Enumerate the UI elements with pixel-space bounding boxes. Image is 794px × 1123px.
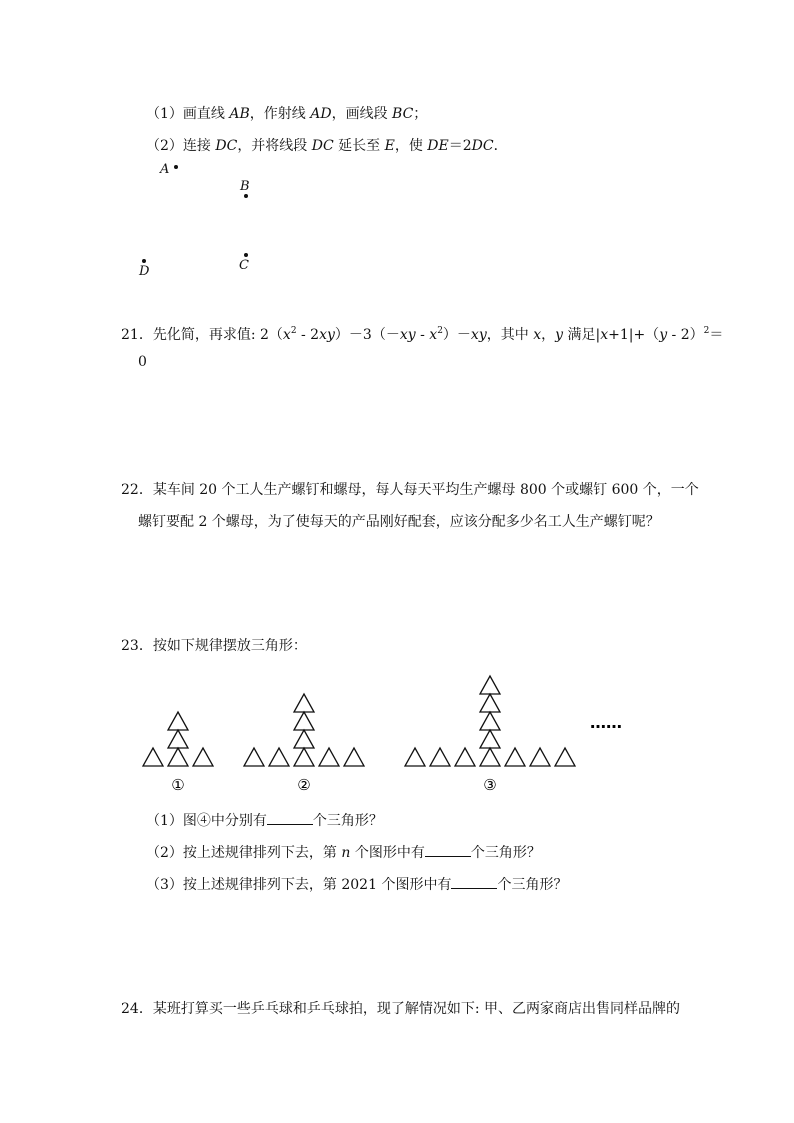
q24-line1: 24．某班打算买一些乒乓球和乒乓球拍，现了解情况如下: 甲、乙两家商店出售同样品牌的 <box>121 1001 680 1017</box>
triangle-base <box>480 748 500 766</box>
triangle-stack <box>294 730 314 748</box>
point-a-dot <box>174 165 178 169</box>
triangle-stack <box>168 712 188 730</box>
ellipsis: …… <box>590 713 622 732</box>
point-a-label: A <box>160 162 170 177</box>
triangle-stack <box>480 730 500 748</box>
triangle-base <box>555 748 575 766</box>
figure-3 <box>405 676 575 766</box>
answer-blank-1[interactable] <box>267 810 313 825</box>
figure-2-label: ② <box>297 776 311 794</box>
triangle-base <box>168 748 188 766</box>
triangle-base <box>344 748 364 766</box>
figure-1 <box>143 712 213 766</box>
answer-blank-2[interactable] <box>425 842 471 857</box>
triangle-base <box>269 748 289 766</box>
point-b-label: B <box>240 179 250 194</box>
triangle-base <box>505 748 525 766</box>
triangle-stack <box>480 694 500 712</box>
q23-part2: （2）按上述规律排列下去，第 n 个图形中有 个三角形？ <box>146 842 541 862</box>
point-b-dot <box>244 194 248 198</box>
q22-line2: 螺钉要配 2 个螺母，为了使每天的产品刚好配套，应该分配多少名工人生产螺钉呢？ <box>138 514 660 530</box>
q20-part1: （1）画直线 AB，作射线 AD，画线段 BC； <box>146 106 428 122</box>
triangle-base <box>405 748 425 766</box>
q20-part2: （2）连接 DC，并将线段 DC 延长至 E，使 DE＝2DC． <box>146 138 508 154</box>
point-d-dot <box>142 259 146 263</box>
triangle-base <box>294 748 314 766</box>
triangle-base <box>430 748 450 766</box>
triangle-stack <box>294 712 314 730</box>
q23-part3: （3）按上述规律排列下去，第 2021 个图形中有 个三角形？ <box>146 874 567 894</box>
triangle-base <box>455 748 475 766</box>
triangle-stack <box>480 676 500 694</box>
triangle-base <box>193 748 213 766</box>
triangle-stack <box>480 712 500 730</box>
q22-line1: 22．某车间 20 个工人生产螺钉和螺母，每人每天平均生产螺母 800 个或螺钉 600 个，一个 <box>121 482 699 498</box>
q23-title: 23．按如下规律摆放三角形： <box>121 638 307 654</box>
q23-part1: （1）图④中分别有 个三角形？ <box>146 810 383 830</box>
figure-3-label: ③ <box>483 776 497 794</box>
triangle-stack <box>294 694 314 712</box>
triangle-base <box>143 748 163 766</box>
point-d-label: D <box>139 264 150 279</box>
figure-1-label: ① <box>171 776 185 794</box>
q21-line2: 0 <box>138 354 147 370</box>
point-c-dot <box>244 253 248 257</box>
point-c-label: C <box>239 258 249 273</box>
triangle-stack <box>168 730 188 748</box>
triangle-pattern-figure <box>0 660 794 800</box>
answer-blank-3[interactable] <box>451 874 497 889</box>
triangle-base <box>319 748 339 766</box>
triangle-base <box>244 748 264 766</box>
q21-line1: 21．先化简，再求值: $2(x^2 - 2xy)-3(-xy - x^2)-xy$，其中 x，y 满足|x+1|+（y - 2）$^2$＝ <box>121 326 724 343</box>
triangle-base <box>530 748 550 766</box>
figure-2 <box>244 694 364 766</box>
